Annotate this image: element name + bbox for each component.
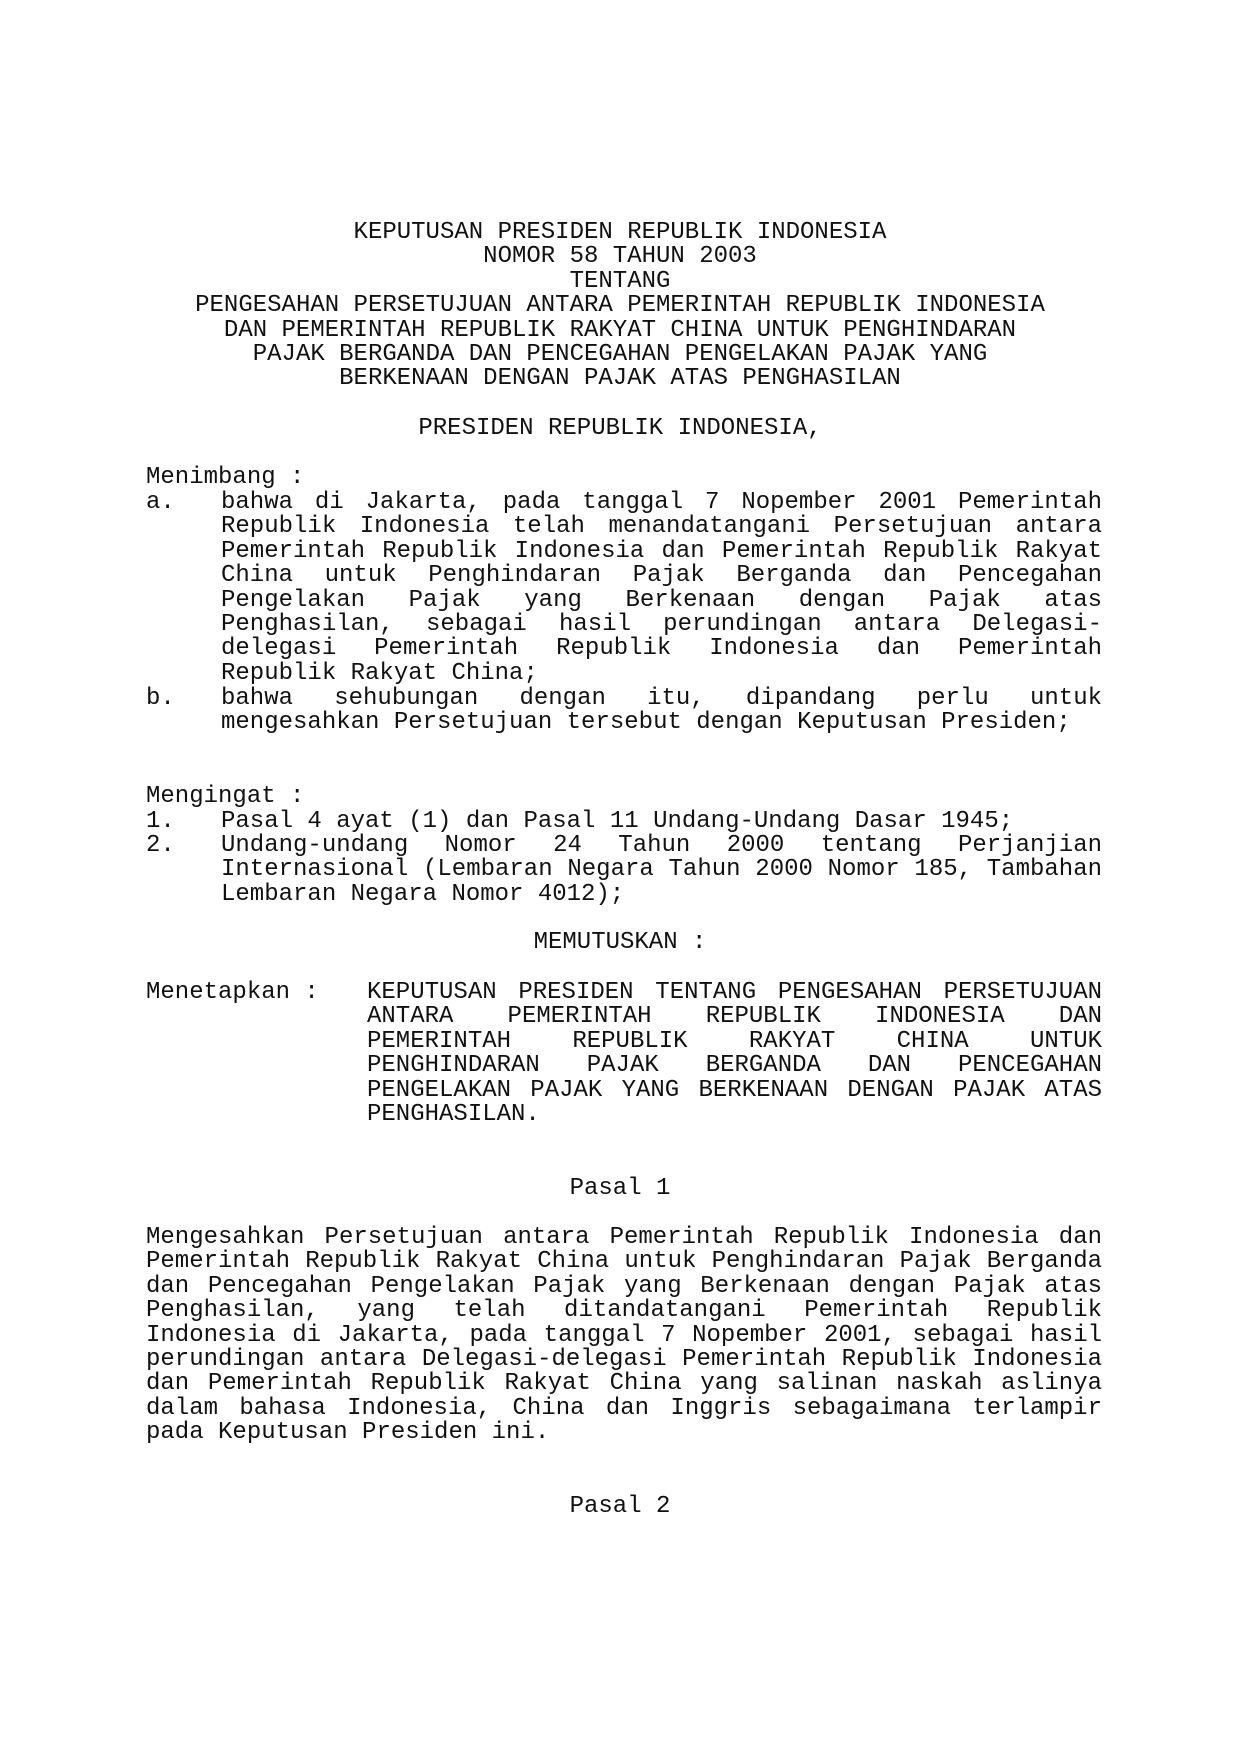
document-title: [0, 221, 1240, 392]
text-line: China untuk Penghindaran Pajak Berganda dan Pencegahan: [221, 562, 1102, 590]
text-line: ANTARA PEMERINTAH REPUBLIK INDONESIA DAN: [367, 1003, 1102, 1031]
menetapkan-text: [367, 981, 1102, 1127]
text-line: Pemerintah Republik Rakyat China untuk Penghindaran Pajak Berganda: [146, 1248, 1102, 1276]
item-marker: 2.: [146, 832, 175, 859]
text-line: mengesahkan Persetujuan tersebut dengan Keputusan Presiden;: [221, 709, 1071, 737]
text-line: Pengelakan Pajak yang Berkenaan dengan Pajak atas: [221, 586, 1102, 614]
text-line: KEPUTUSAN PRESIDEN REPUBLIK INDONESIA: [353, 219, 887, 246]
text-line: KEPUTUSAN PRESIDEN TENTANG PENGESAHAN PERSETUJUAN: [367, 979, 1102, 1006]
text-line: bahwa sehubungan dengan itu, dipandang perlu untuk: [221, 685, 1102, 712]
text-line: Undang-undang Nomor 24 Tahun 2000 tentang Perjanjian: [221, 832, 1102, 859]
text-line: PENGHINDARAN PAJAK BERGANDA DAN PENCEGAHAN: [367, 1052, 1102, 1080]
item-marker: b.: [146, 685, 175, 712]
text-line: dan Pencegahan Pengelakan Pajak yang Berkenaan dengan Pajak atas: [146, 1272, 1102, 1300]
text-line: BERKENAAN DENGAN PAJAK ATAS PENGHASILAN: [339, 365, 901, 393]
text-line: Pasal 4 ayat (1) dan Pasal 11 Undang-Undang Dasar 1945;: [221, 808, 1014, 835]
president-heading: PRESIDEN REPUBLIK INDONESIA,: [418, 415, 822, 442]
menimbang-item: [221, 687, 1102, 736]
mengingat-item: [221, 810, 1102, 834]
text-line: dalam bahasa Indonesia, China dan Inggris sebagaimana terlampir: [146, 1394, 1102, 1422]
pasal-2-heading: Pasal 2: [569, 1493, 671, 1520]
text-line: PENGESAHAN PERSETUJUAN ANTARA PEMERINTAH REPUBLIK INDONESIA: [195, 292, 1045, 320]
text-line: PEMERINTAH REPUBLIK RAKYAT CHINA UNTUK: [367, 1027, 1102, 1055]
mengingat-label: Mengingat :: [146, 783, 305, 810]
menimbang-label: Menimbang :: [146, 464, 305, 491]
text-line: NOMOR 58 TAHUN 2003: [483, 243, 757, 271]
text-line: Internasional (Lembaran Negara Tahun 2000 Nomor 185, Tambahan: [221, 856, 1102, 884]
text-line: pada Keputusan Presiden ini.: [146, 1419, 550, 1447]
text-line: TENTANG: [569, 267, 671, 295]
text-line: Lembaran Negara Nomor 4012);: [221, 880, 625, 908]
text-line: Penghasilan, yang telah ditandatangani Pemerintah Republik: [146, 1297, 1102, 1325]
text-line: PENGELAKAN PAJAK YANG BERKENAAN DENGAN PAJAK ATAS: [367, 1076, 1102, 1104]
text-line: Pemerintah Republik Indonesia dan Pemerintah Republik Rakyat: [221, 537, 1102, 565]
text-line: Penghasilan, sebagai hasil perundingan antara Delegasi-: [221, 610, 1102, 638]
item-marker: 1.: [146, 808, 175, 835]
memutuskan-heading: MEMUTUSKAN :: [533, 929, 707, 956]
text-line: Republik Rakyat China;: [221, 659, 538, 687]
text-line: bahwa di Jakarta, pada tanggal 7 Nopember 2001 Pemerintah: [221, 489, 1102, 516]
menetapkan-label: Menetapkan :: [146, 979, 319, 1006]
text-line: delegasi Pemerintah Republik Indonesia dan Pemerintah: [221, 635, 1102, 663]
text-line: Mengesahkan Persetujuan antara Pemerintah Republik Indonesia dan: [146, 1224, 1102, 1251]
text-line: Republik Indonesia telah menandatangani Persetujuan antara: [221, 513, 1102, 541]
pasal-1-text: [146, 1226, 1102, 1446]
pasal-1-heading: Pasal 1: [569, 1175, 671, 1202]
text-line: PENGHASILAN.: [367, 1100, 540, 1128]
text-line: dan Pemerintah Republik Rakyat China yang salinan naskah aslinya: [146, 1370, 1102, 1398]
menimbang-item: [221, 491, 1102, 686]
text-line: PAJAK BERGANDA DAN PENCEGAHAN PENGELAKAN PAJAK YANG: [252, 340, 988, 368]
text-line: DAN PEMERINTAH REPUBLIK RAKYAT CHINA UNTUK PENGHINDARAN: [223, 316, 1017, 344]
text-line: perundingan antara Delegasi-delegasi Pemerintah Republik Indonesia: [146, 1345, 1102, 1373]
text-line: Indonesia di Jakarta, pada tanggal 7 Nopember 2001, sebagai hasil: [146, 1321, 1102, 1349]
mengingat-item: [221, 834, 1102, 907]
item-marker: a.: [146, 489, 175, 516]
